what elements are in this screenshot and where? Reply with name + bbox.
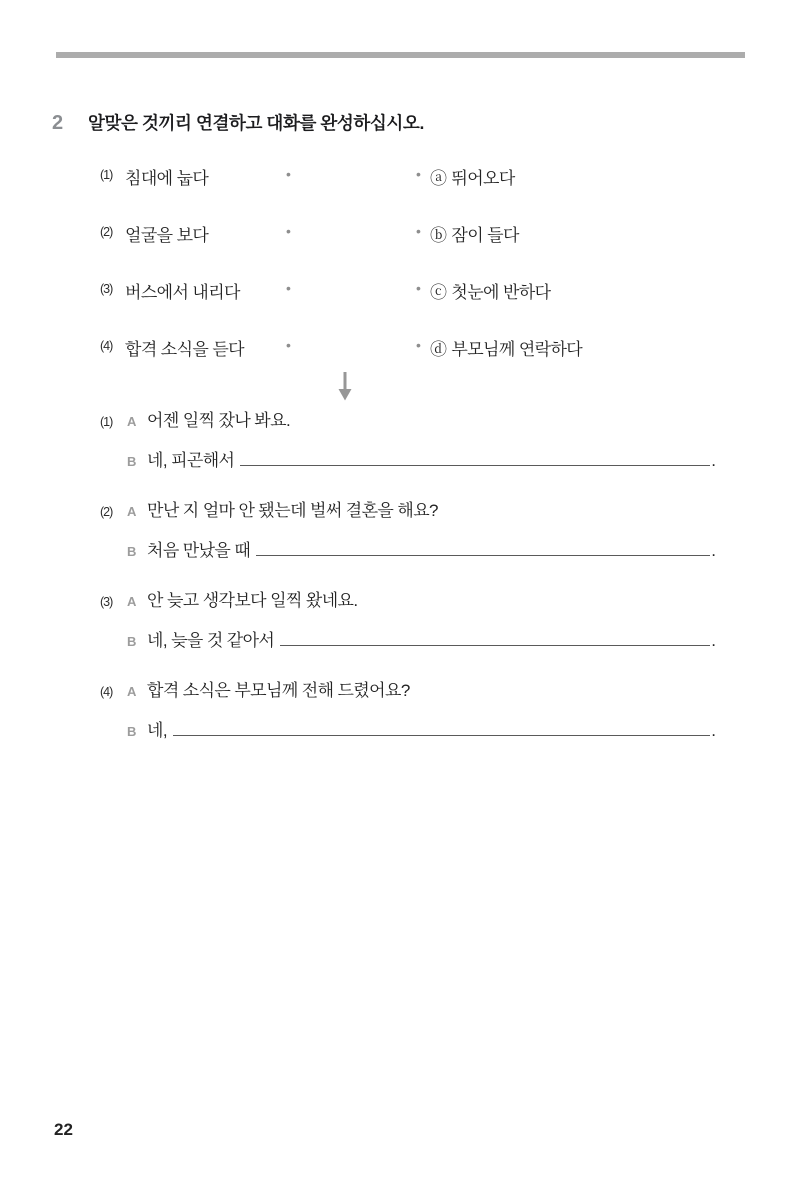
speaker-a-line xyxy=(100,676,716,702)
item-number: (3) xyxy=(100,282,113,296)
speaker-b-text: 네, 피곤해서 xyxy=(147,451,235,470)
item-number: (1) xyxy=(100,168,113,182)
matching-right-text: 뛰어오다 xyxy=(451,169,515,188)
item-number: (1) xyxy=(100,415,113,429)
section-header xyxy=(52,110,424,135)
item-number: (2) xyxy=(100,225,113,239)
speaker-a-label: A xyxy=(127,414,137,429)
divider-bar xyxy=(56,52,745,58)
dialogue-exercise xyxy=(100,406,716,766)
speaker-b-text: 네, xyxy=(147,721,167,740)
section-title: 알맞은 것끼리 연결하고 대화를 완성하십시오. xyxy=(88,113,424,133)
bullet-icon: • xyxy=(286,337,291,353)
matching-right-option xyxy=(430,164,515,189)
speaker-a-label: A xyxy=(127,504,137,519)
speaker-b-label: B xyxy=(127,634,137,649)
matching-right-option xyxy=(430,221,519,246)
matching-right-text: 첫눈에 반하다 xyxy=(451,283,551,302)
answer-blank xyxy=(256,537,710,556)
dialogue-item xyxy=(100,586,716,652)
sentence-period: . xyxy=(711,451,716,470)
matching-row xyxy=(100,164,716,188)
sentence-period: . xyxy=(711,631,716,650)
matching-right-text: 부모님께 연락하다 xyxy=(451,340,583,359)
matching-row xyxy=(100,335,716,359)
matching-exercise xyxy=(100,164,716,392)
bullet-icon: • xyxy=(416,166,421,182)
page-number: 22 xyxy=(54,1120,73,1139)
answer-blank xyxy=(173,717,710,736)
matching-right-option xyxy=(430,335,582,360)
dialogue-item xyxy=(100,676,716,742)
item-number: (2) xyxy=(100,505,113,519)
item-number: (4) xyxy=(100,339,113,353)
bullet-icon: • xyxy=(286,280,291,296)
bullet-icon: • xyxy=(416,223,421,239)
matching-right-text: 잠이 들다 xyxy=(451,226,519,245)
speaker-a-text: 안 늦고 생각보다 일찍 왔네요. xyxy=(147,591,358,610)
matching-left-text: 얼굴을 보다 xyxy=(125,226,209,245)
matching-left-text: 버스에서 내리다 xyxy=(125,283,240,302)
matching-row xyxy=(100,221,716,245)
bullet-icon: • xyxy=(286,223,291,239)
section-number: 2 xyxy=(52,112,64,134)
dialogue-item xyxy=(100,496,716,562)
bullet-icon: • xyxy=(286,166,291,182)
option-letter: ⓓ xyxy=(430,340,447,359)
dialogue-item xyxy=(100,406,716,472)
answer-blank xyxy=(240,447,710,466)
matching-left-text: 합격 소식을 듣다 xyxy=(125,340,245,359)
option-letter: ⓐ xyxy=(430,169,447,188)
bullet-icon: • xyxy=(416,337,421,353)
speaker-b-label: B xyxy=(127,454,137,469)
speaker-b-label: B xyxy=(127,724,137,739)
item-number: (3) xyxy=(100,595,113,609)
speaker-b-line xyxy=(127,446,716,472)
matching-right-option xyxy=(430,278,550,303)
speaker-a-label: A xyxy=(127,594,137,609)
speaker-a-text: 어젠 일찍 잤나 봐요. xyxy=(147,411,291,430)
down-arrow-icon xyxy=(337,372,353,401)
sentence-period: . xyxy=(711,541,716,560)
matching-left-text: 침대에 눕다 xyxy=(125,169,209,188)
speaker-b-line xyxy=(127,536,716,562)
answer-blank xyxy=(280,627,710,646)
speaker-b-text: 처음 만났을 때 xyxy=(147,541,251,560)
speaker-b-text: 네, 늦을 것 같아서 xyxy=(147,631,275,650)
speaker-b-label: B xyxy=(127,544,137,559)
speaker-a-text: 만난 지 얼마 안 됐는데 벌써 결혼을 해요? xyxy=(147,501,438,520)
bullet-icon: • xyxy=(416,280,421,296)
option-letter: ⓑ xyxy=(430,226,447,245)
speaker-b-line xyxy=(127,626,716,652)
speaker-a-text: 합격 소식은 부모님께 전해 드렸어요? xyxy=(147,681,410,700)
matching-row xyxy=(100,278,716,302)
item-number: (4) xyxy=(100,685,113,699)
speaker-b-line xyxy=(127,716,716,742)
speaker-a-label: A xyxy=(127,684,137,699)
speaker-a-line xyxy=(100,586,716,612)
sentence-period: . xyxy=(711,721,716,740)
speaker-a-line xyxy=(100,496,716,522)
speaker-a-line xyxy=(100,406,716,432)
option-letter: ⓒ xyxy=(430,283,447,302)
